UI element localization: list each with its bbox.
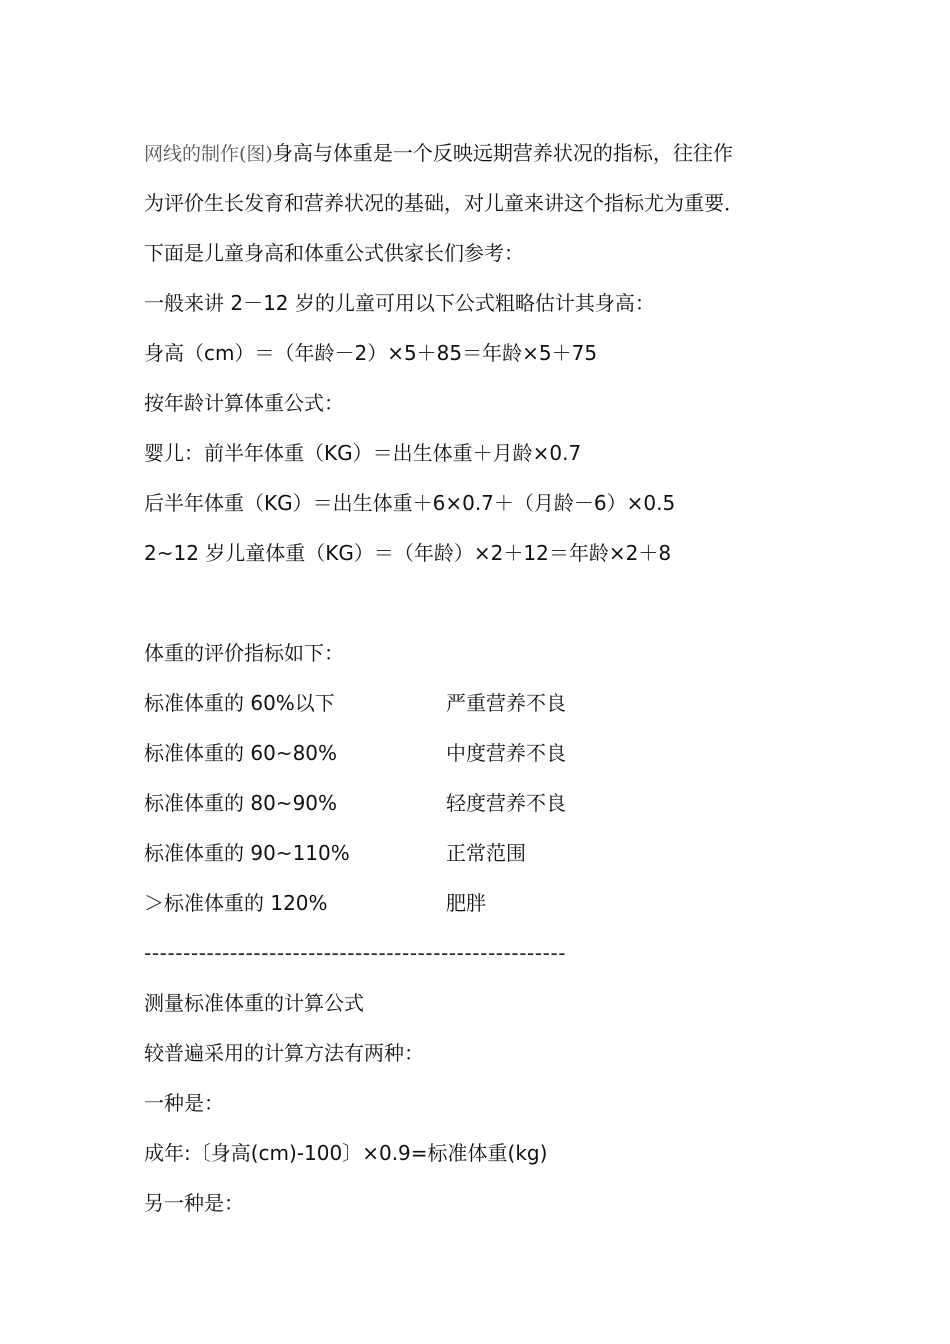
evaluation-range: 标准体重的 80~90% [144, 791, 338, 815]
standard-weight-title: 测量标准体重的计算公式 [144, 991, 364, 1015]
evaluation-range: 标准体重的 60%以下 [144, 691, 335, 715]
evaluation-result: 中度营养不良 [446, 741, 566, 765]
blank-line [144, 578, 824, 628]
evaluation-title: 体重的评价指标如下： [144, 641, 344, 665]
evaluation-row [144, 778, 824, 828]
evaluation-row [144, 828, 824, 878]
intro-text-1: 身高与体重是一个反映远期营养状况的指标，往往作 [272, 141, 733, 165]
document-body [144, 128, 824, 1228]
evaluation-range: ＞标准体重的 120% [144, 891, 328, 915]
evaluation-result: 肥胖 [446, 891, 486, 915]
title-prefix: 网线的制作(图) [144, 143, 273, 165]
evaluation-result: 正常范围 [446, 841, 526, 865]
second-method-label: 另一种是： [144, 1191, 244, 1215]
intro-line-1 [144, 128, 824, 178]
evaluation-row [144, 728, 824, 778]
evaluation-row [144, 678, 824, 728]
weight-formula-title: 按年龄计算体重公式： [144, 391, 344, 415]
first-method-formula: 成年:〔身高(cm)-100〕×0.9=标准体重(kg) [144, 1141, 548, 1165]
intro-line-3: 下面是儿童身高和体重公式供家长们参考： [144, 241, 524, 265]
evaluation-range: 标准体重的 60~80% [144, 741, 338, 765]
height-intro: 一般来讲 2－12 岁的儿童可用以下公式粗略估计其身高： [144, 291, 655, 315]
evaluation-result: 严重营养不良 [446, 691, 566, 715]
infant-weight-formula: 婴儿：前半年体重（KG）＝出生体重＋月龄×0.7 [144, 441, 582, 465]
first-method-label: 一种是： [144, 1091, 224, 1115]
intro-line-2: 为评价生长发育和营养状况的基础，对儿童来讲这个指标尤为重要． [144, 191, 744, 215]
evaluation-range: 标准体重的 90~110% [144, 841, 350, 865]
evaluation-row [144, 878, 824, 928]
height-formula: 身高（cm）＝（年龄－2）×5＋85＝年龄×5＋75 [144, 341, 598, 365]
second-half-weight-formula: 后半年体重（KG）＝出生体重＋6×0.7＋（月龄－6）×0.5 [144, 491, 676, 515]
child-weight-formula: 2~12 岁儿童体重（KG）＝（年龄）×2＋12＝年龄×2＋8 [144, 541, 672, 565]
dashed-divider: ------------------------------------------------------ [144, 941, 567, 965]
standard-weight-intro: 较普遍采用的计算方法有两种： [144, 1041, 424, 1065]
evaluation-result: 轻度营养不良 [446, 791, 566, 815]
